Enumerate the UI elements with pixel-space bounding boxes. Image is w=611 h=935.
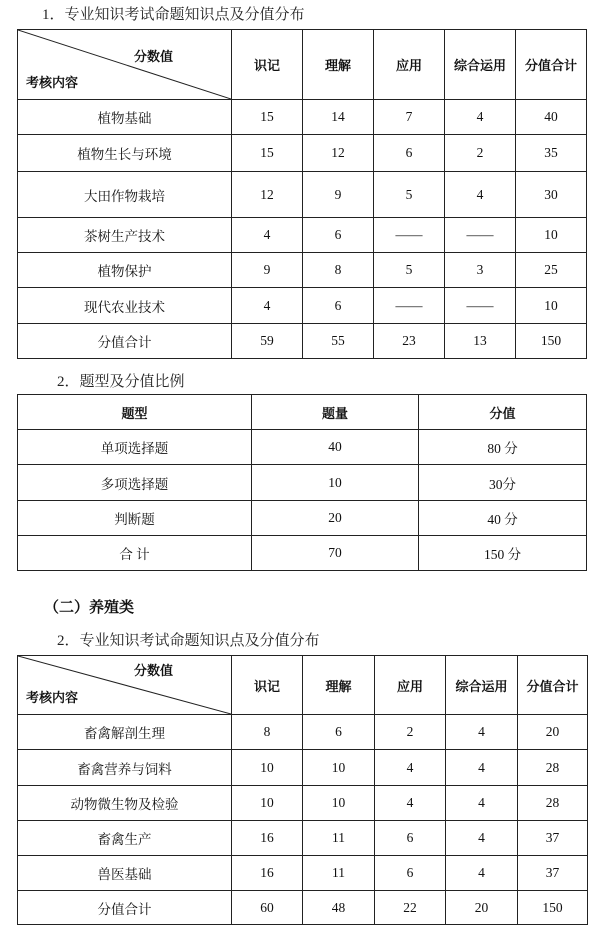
cell-value: 4: [375, 750, 446, 786]
column-header: 分值合计: [518, 656, 588, 715]
row-label: 现代农业技术: [18, 288, 232, 324]
question-type: 合 计: [18, 536, 252, 571]
score-value-label: 分数值: [133, 50, 173, 65]
column-header: 理解: [303, 656, 375, 715]
cell-value: 4: [232, 288, 303, 324]
cell-value: 40: [516, 100, 587, 135]
cell-value: 23: [374, 324, 445, 359]
cell-value: 6: [375, 856, 446, 891]
cell-value: 4: [375, 786, 446, 821]
column-header: 题量: [252, 395, 419, 430]
cell-value: 10: [516, 288, 587, 324]
table-row: [18, 856, 588, 891]
table-total-row: [18, 891, 588, 925]
cell-value: 22: [375, 891, 446, 925]
cell-value: 10: [516, 218, 587, 253]
row-label: 茶树生产技术: [18, 218, 232, 253]
row-label: 植物基础: [18, 100, 232, 135]
table-row: [18, 786, 588, 821]
table-row: [18, 100, 587, 135]
row-label: 植物保护: [18, 253, 232, 288]
cell-value: 9: [303, 172, 374, 218]
cell-value: 37: [518, 821, 588, 856]
question-score: 40 分: [419, 501, 587, 536]
row-label: 分值合计: [18, 324, 232, 359]
diagonal-header-cell: [18, 30, 232, 100]
cell-value: 2: [375, 715, 446, 750]
column-header: 题型: [18, 395, 252, 430]
cell-value: 150: [518, 891, 588, 925]
cell-value: 16: [232, 821, 303, 856]
cell-value: 4: [446, 750, 518, 786]
section1-title: 1．专业知识考试命题知识点及分值分布: [42, 7, 305, 23]
table-row: [18, 288, 587, 324]
cell-value: 28: [518, 786, 588, 821]
section3-title: 2．专业知识考试命题知识点及分值分布: [57, 633, 320, 649]
cell-value: 55: [303, 324, 374, 359]
cell-value: 9: [232, 253, 303, 288]
cell-value: 10: [303, 786, 375, 821]
cell-value: 7: [374, 100, 445, 135]
column-header: 分值: [419, 395, 587, 430]
table-row: [18, 821, 588, 856]
table-row: [18, 172, 587, 218]
cell-value: 5: [374, 172, 445, 218]
table-row: [18, 750, 588, 786]
table-total-row: [18, 324, 587, 359]
question-score: 150 分: [419, 536, 587, 571]
row-label: 植物生长与环境: [18, 135, 232, 172]
cell-value: 30: [516, 172, 587, 218]
table-row: [18, 501, 587, 536]
column-header: 识记: [232, 656, 303, 715]
cell-value: 6: [303, 715, 375, 750]
breeding-knowledge-table: [17, 655, 588, 925]
cell-value: 6: [374, 135, 445, 172]
row-label: 畜禽解剖生理: [18, 715, 232, 750]
table-total-row: [18, 536, 587, 571]
assessment-content-label: 考核内容: [26, 691, 79, 706]
cell-value: 35: [516, 135, 587, 172]
question-type: 多项选择题: [18, 465, 252, 501]
cell-value: ——: [445, 288, 516, 324]
question-type: 判断题: [18, 501, 252, 536]
row-label: 畜禽生产: [18, 821, 232, 856]
cell-value: 20: [518, 715, 588, 750]
diagonal-header-cell: [18, 656, 232, 715]
cell-value: 60: [232, 891, 303, 925]
cell-value: 14: [303, 100, 374, 135]
cell-value: 12: [303, 135, 374, 172]
table-header-row: [18, 30, 587, 100]
cell-value: 4: [446, 715, 518, 750]
cell-value: ——: [374, 218, 445, 253]
row-label: 动物微生物及检验: [18, 786, 232, 821]
cell-value: 150: [516, 324, 587, 359]
cell-value: 3: [445, 253, 516, 288]
cell-value: 25: [516, 253, 587, 288]
table-row: [18, 218, 587, 253]
cell-value: 4: [446, 856, 518, 891]
question-count: 10: [252, 465, 419, 501]
question-type-table: [17, 394, 587, 571]
cell-value: 20: [446, 891, 518, 925]
score-value-label: 分数值: [133, 664, 173, 679]
cell-value: 2: [445, 135, 516, 172]
cell-value: 15: [232, 100, 303, 135]
row-label: 大田作物栽培: [18, 172, 232, 218]
cell-value: 6: [303, 218, 374, 253]
column-header: 理解: [303, 30, 374, 100]
table-row: [18, 430, 587, 465]
table-header-row: [18, 395, 587, 430]
column-header: 综合运用: [446, 656, 518, 715]
question-count: 70: [252, 536, 419, 571]
planting-knowledge-table: [17, 29, 587, 359]
cell-value: 6: [303, 288, 374, 324]
row-label: 畜禽营养与饲料: [18, 750, 232, 786]
cell-value: 5: [374, 253, 445, 288]
cell-value: 10: [232, 786, 303, 821]
row-label: 兽医基础: [18, 856, 232, 891]
breeding-category-heading: （二）养殖类: [44, 598, 135, 616]
cell-value: 28: [518, 750, 588, 786]
cell-value: 11: [303, 821, 375, 856]
cell-value: 4: [446, 821, 518, 856]
cell-value: 4: [445, 172, 516, 218]
table-row: [18, 465, 587, 501]
cell-value: 4: [232, 218, 303, 253]
cell-value: 8: [232, 715, 303, 750]
cell-value: 4: [445, 100, 516, 135]
cell-value: 6: [375, 821, 446, 856]
table-row: [18, 253, 587, 288]
cell-value: 12: [232, 172, 303, 218]
column-header: 综合运用: [445, 30, 516, 100]
cell-value: ——: [445, 218, 516, 253]
cell-value: 37: [518, 856, 588, 891]
cell-value: 15: [232, 135, 303, 172]
cell-value: 48: [303, 891, 375, 925]
cell-value: 10: [232, 750, 303, 786]
cell-value: 59: [232, 324, 303, 359]
row-label: 分值合计: [18, 891, 232, 925]
question-score: 80 分: [419, 430, 587, 465]
question-type: 单项选择题: [18, 430, 252, 465]
section2-title: 2．题型及分值比例: [57, 374, 185, 390]
assessment-content-label: 考核内容: [26, 76, 79, 91]
table-row: [18, 715, 588, 750]
column-header: 识记: [232, 30, 303, 100]
question-score: 30分: [419, 465, 587, 501]
cell-value: 16: [232, 856, 303, 891]
table-header-row: [18, 656, 588, 715]
question-count: 20: [252, 501, 419, 536]
cell-value: 13: [445, 324, 516, 359]
column-header: 分值合计: [516, 30, 587, 100]
cell-value: 10: [303, 750, 375, 786]
table-row: [18, 135, 587, 172]
column-header: 应用: [374, 30, 445, 100]
cell-value: 4: [446, 786, 518, 821]
question-count: 40: [252, 430, 419, 465]
cell-value: 8: [303, 253, 374, 288]
cell-value: 11: [303, 856, 375, 891]
column-header: 应用: [375, 656, 446, 715]
cell-value: ——: [374, 288, 445, 324]
